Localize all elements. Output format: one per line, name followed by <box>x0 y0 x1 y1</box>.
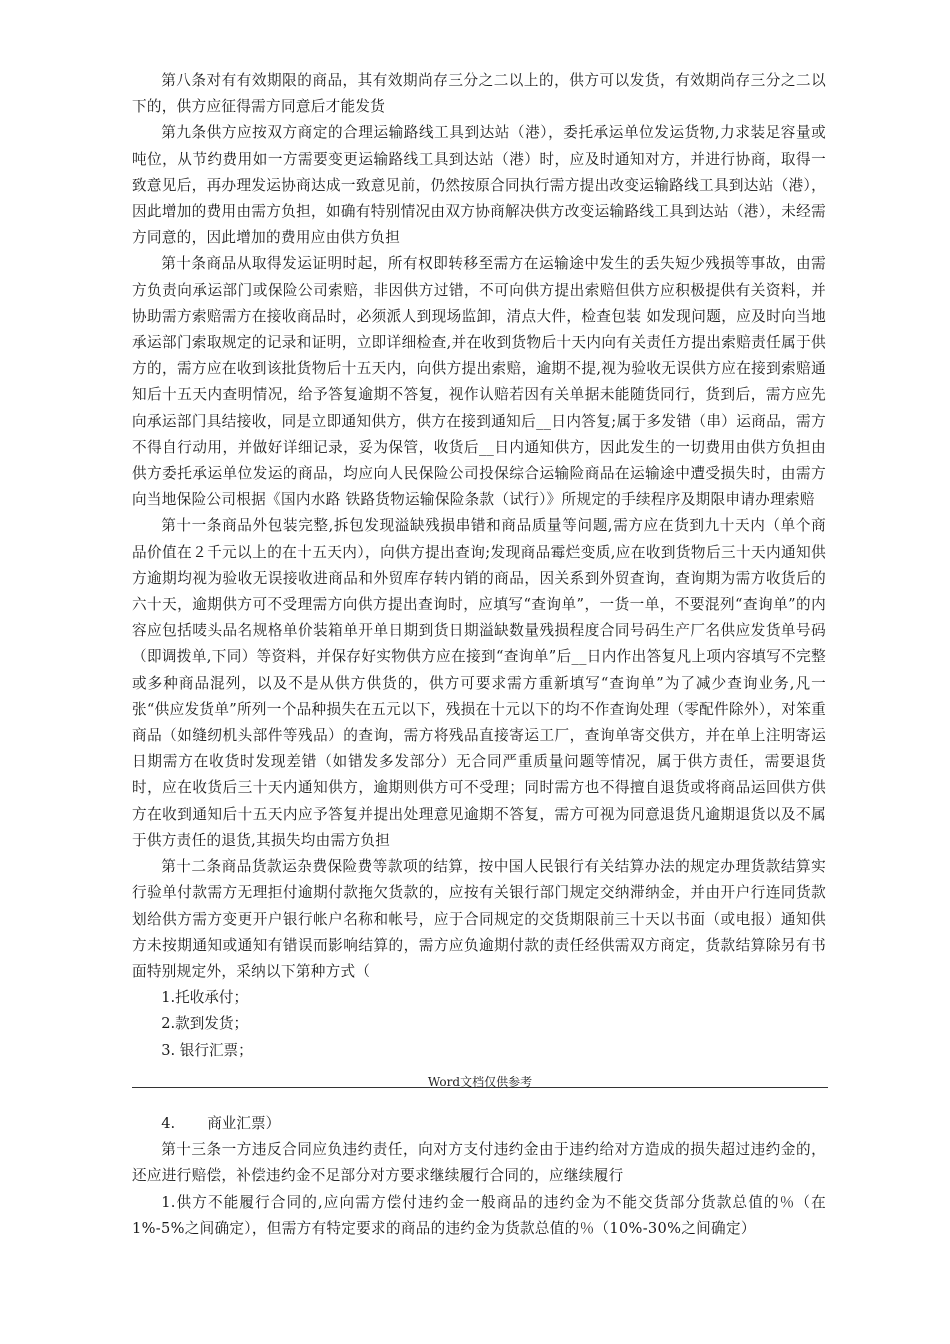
payment-option-3: 3. 银行汇票； <box>161 1041 253 1059</box>
article-13-clause-1: 1.供方不能履行合同的,应向需方偿付违约金一般商品的违约金为不能交货部分货款总值的％（在1%-5%之间确定），但需方有特定要求的商品的违约金为货款总值的％（10%-30%之间确定） <box>132 1193 826 1237</box>
article-12: 第十二条商品货款运杂费保险费等款项的结算，按中国人民银行有关结算办法的规定办理货款结算实行验单付款需方无理拒付逾期付款拖欠货款的，应按有关银行部门规定交纳滞纳金，并由开户行连同货款划给供方需方变更开户银行帐户名称和帐号，应于合同规定的交货期限前三十天以书面（或电报）通知供方未按期通知或通知有错误而影响结算的，需方应负逾期付款的责任经供需双方商定，货款结算除另有书面特别规定外，采纳以下第种方式（ <box>132 858 826 980</box>
page-1-body <box>132 68 826 1064</box>
payment-option-4 <box>132 1111 826 1137</box>
article-13: 第十三条一方违反合同应负违约责任，向对方支付违约金由于违约给对方造成的损失超过违约金的，还应进行赔偿，补偿违约金不足部分对方要求继续履行合同的，应继续履行 <box>132 1141 826 1185</box>
payment-option-2: 2.款到发货； <box>161 1015 249 1033</box>
article-9: 第九条供方应按双方商定的合理运输路线工具到达站（港），委托承运单位发运货物,力求装足容量或吨位，从节约费用如一方需要变更运输路线工具到达站（港）时，应及时通知对方，并进行协商，取得一致意见后，再办理发运协商达成一致意见前，仍然按原合同执行需方提出改变运输路线工具到达站（港），因此增加的费用由需方负担，如确有特别情况由双方协商解决供方改变运输路线工具到达站（港），未经需方同意的，因此增加的费用应由供方负担 <box>132 124 826 247</box>
payment-option-4-number: 4. <box>161 1115 176 1132</box>
page-footer: Word文档仅供参考 <box>427 1075 533 1089</box>
footer-divider <box>132 1087 828 1088</box>
article-8: 第八条对有有效期限的商品，其有效期尚存三分之二以上的，供方可以发货，有效期尚存三分之二以下的，供方应征得需方同意后才能发货 <box>132 72 826 116</box>
page-2-body <box>132 1111 826 1242</box>
article-11: 第十一条商品外包装完整,拆包发现溢缺残损串错和商品质量等问题,需方应在货到九十天内（单个商品价值在２千元以上的在十五天内），向供方提出查询;发现商品霉烂变质,应在收到货物后三十天内通知供方逾期均视为验收无误接收进商品和外贸库存转内销的商品，因关系到外贸查询，查询期为需方收货后的六十天，逾期供方可不受理需方向供方提出查询时，应填写“查询单”，一货一单，不要混列“查询单”的内容应包括唛头品名规格单价装箱单开单日期到货日期溢缺数量残损程度合同号码生产厂名供应发货单号码（即调拨单,下同）等资料，并保存好实物供方应在接到“查询单”后__日内作出答复凡上项内容填写不完整或多种商品混列，以及不是从供方供货的，供方可要求需方重新填写“查询单”为了减少查询业务,凡一张“供应发货单”所列一个品种损失在五元以下，残损在十元以下的均不作查询处理（零配件除外），对笨重商品（如缝纫机头部件等残品）的查询，需方将残品直接寄运工厂，查询单寄交供方，并在单上注明寄运日期需方在收货时发现差错（如错发多发部分）无合同严重质量问题等情况，属于供方责任，需要退货时，应在收货后三十天内通知供方，逾期则供方可不受理；同时需方也不得擅自退货或将商品运回供方供方在收到通知后十五天内应予答复并提出处理意见逾期不答复，需方可视为同意退货凡逾期退货以及不属于供方责任的退货,其损失均由需方负担 <box>132 517 826 849</box>
payment-option-1: 1.托收承付； <box>161 989 249 1007</box>
payment-option-4-text: 商业汇票） <box>207 1115 281 1132</box>
article-10: 第十条商品从取得发运证明时起，所有权即转移至需方在运输途中发生的丢失短少残损等事故，由需方负责向承运部门或保险公司索赔，非因供方过错，不可向供方提出索赔但供方应积极提供有关资料，并协助需方索赔需方在接收商品时，必须派人到现场监卸，清点大件，检查包装 如发现问题，应及时向当地承运部门索取规定的记录和证明，立即详细检查,并在收到货物后十天内向有关责任方提出索赔责任属于供方的，需方应在收到该批货物后十五天内，向供方提出索赔，逾期不提,视为验收无误供方应在接到索赔通知后十五天内查明情况，给予答复逾期不答复，视作认赔若因有关单据未能随货同行，货到后，需方应先向承运部门具结接收，同是立即通知供方，供方在接到通知后__日内答复;属于多发错（串）运商品，需方不得自行动用，并做好详细记录，妥为保管，收货后__日内通知供方，因此发生的一切费用由供方负担由供方委托承运单位发运的商品，均应向人民保险公司投保综合运输险商品在运输途中遭受损失时，由需方向当地保险公司根据《国内水路 铁路货物运输保险条款（试行）》所规定的手续程序及期限申请办理索赔 <box>132 255 826 509</box>
